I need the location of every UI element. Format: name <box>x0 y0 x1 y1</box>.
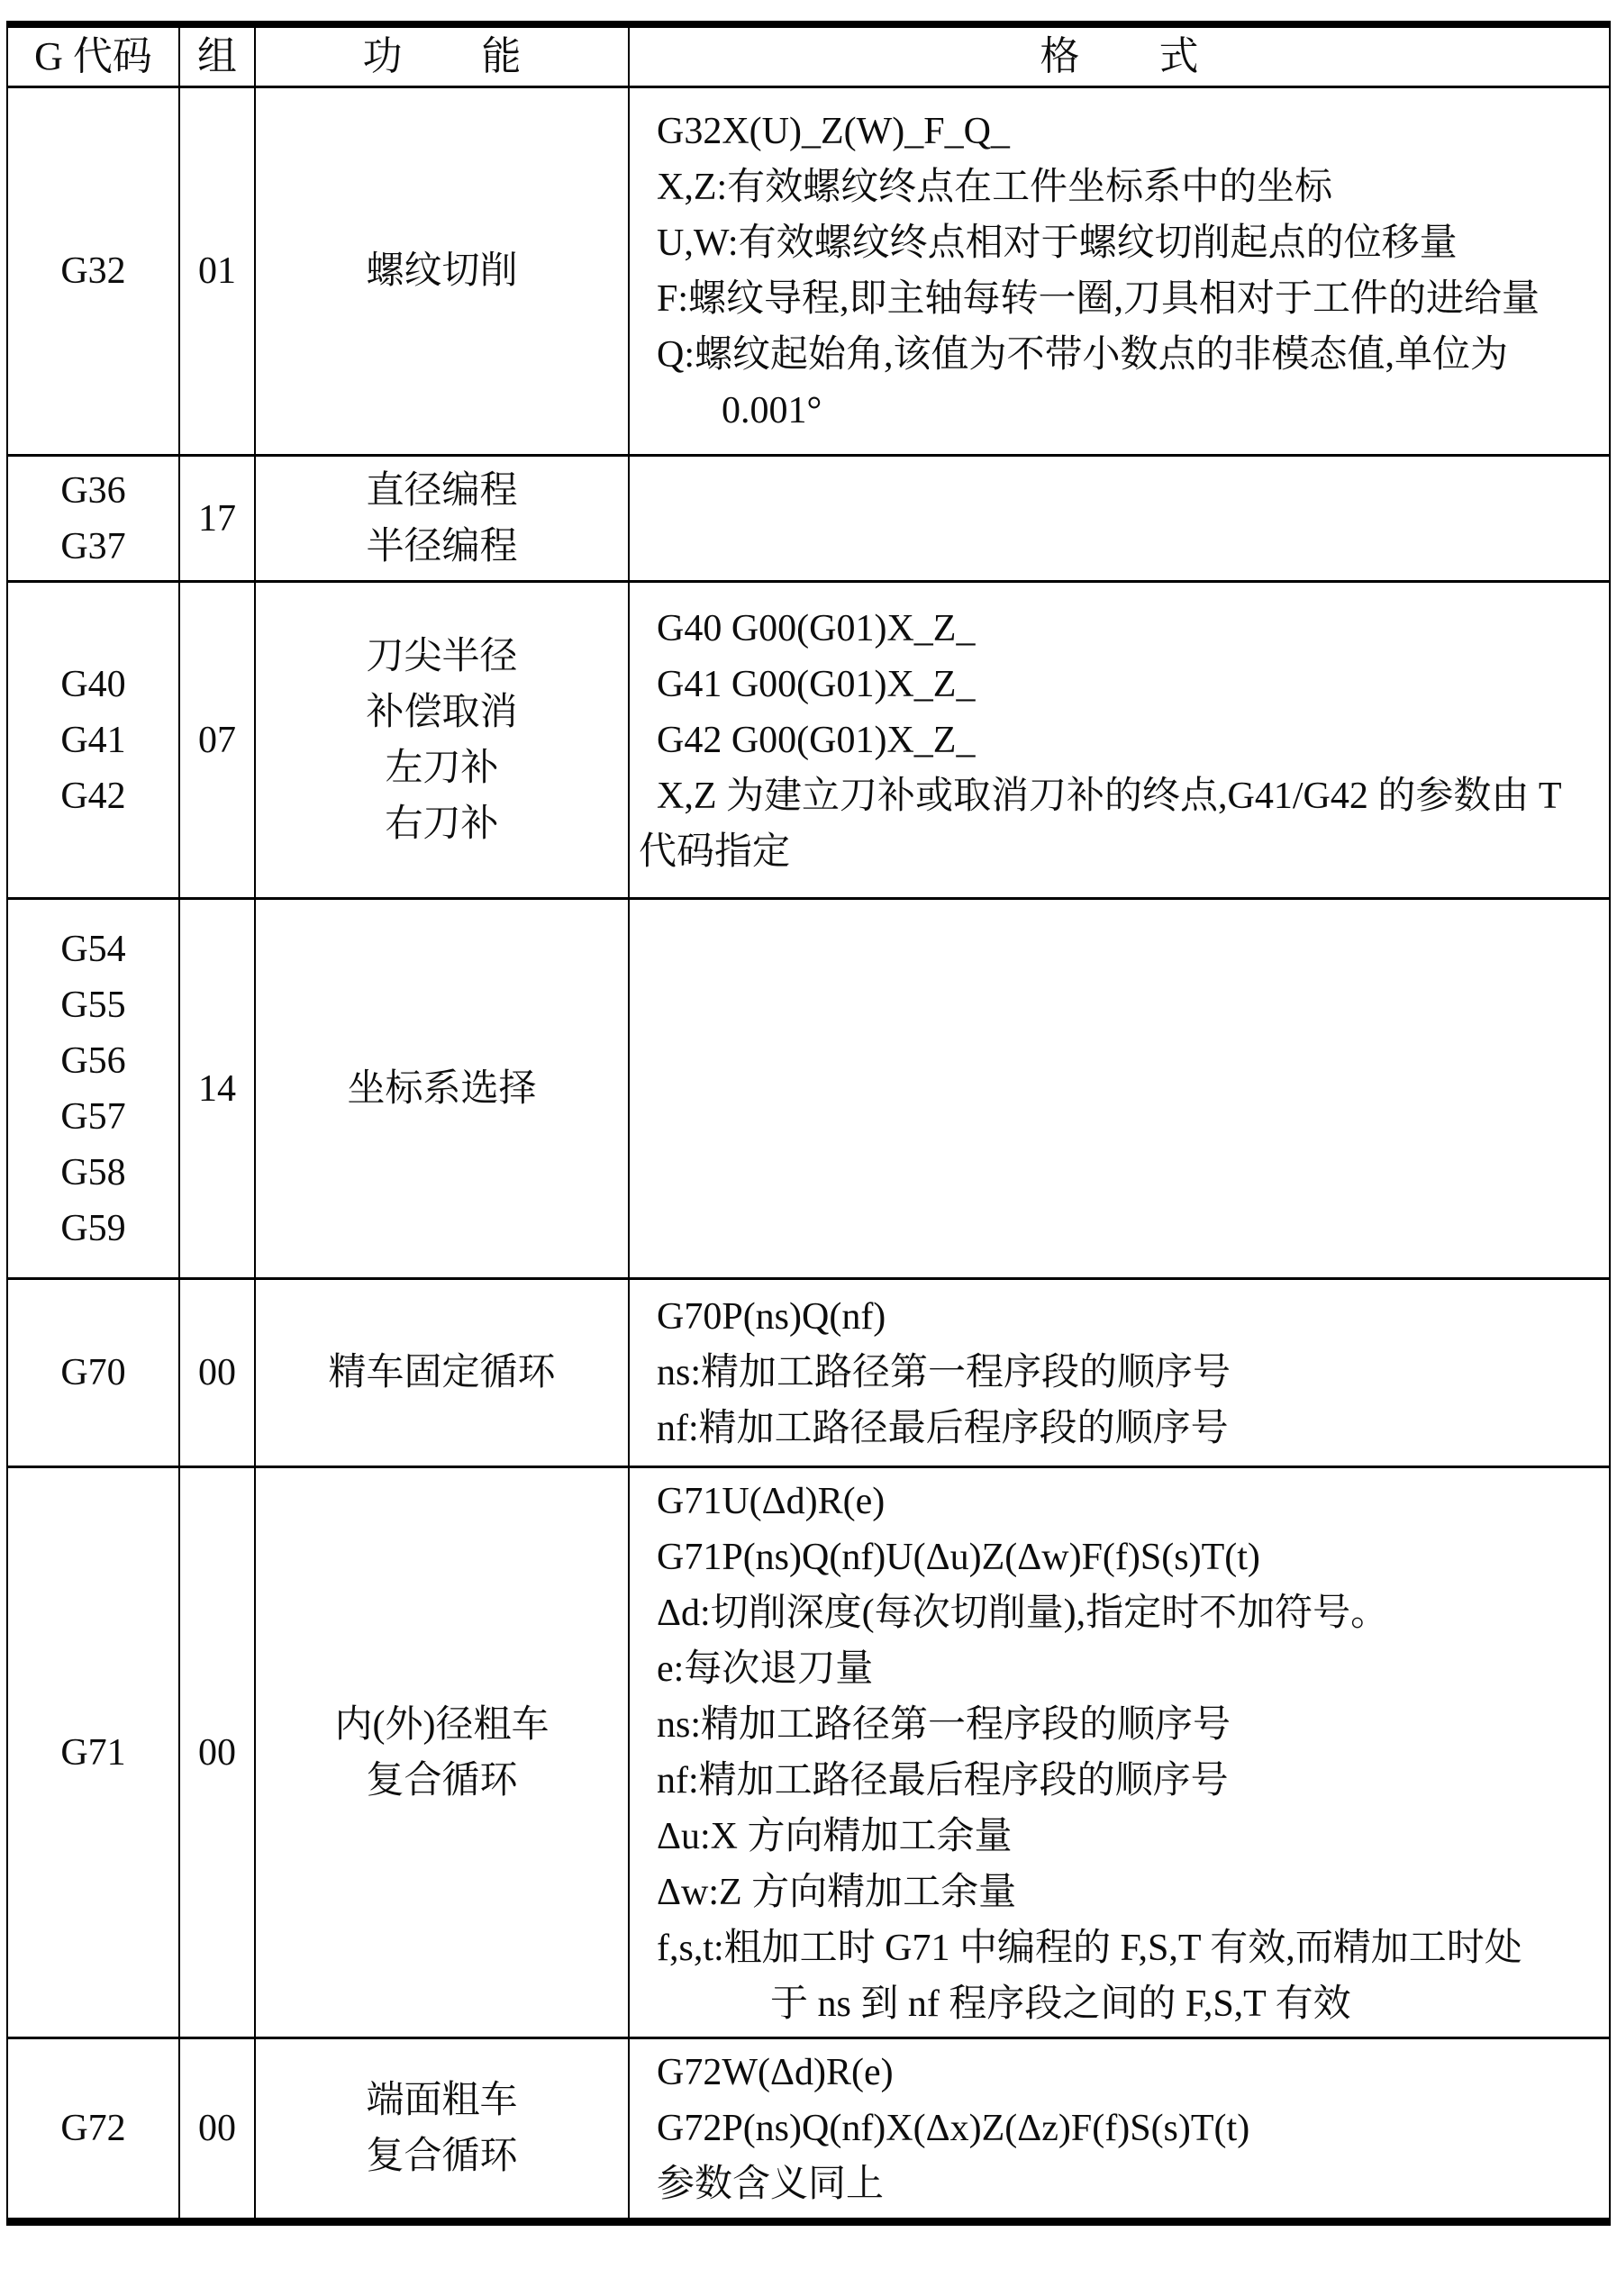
header-group-column <box>180 28 256 86</box>
function-line: 端面粗车 <box>366 2080 518 2121</box>
format-line: Δd:切削深度(每次切削量),指定时不加符号。 <box>657 1592 1389 1634</box>
header-function-column <box>256 28 630 86</box>
format-cell <box>630 2039 1609 2218</box>
function-cell <box>256 900 630 1277</box>
gcode-cell <box>8 457 180 580</box>
group-cell <box>180 457 256 580</box>
group-value: 14 <box>198 1067 236 1110</box>
gcode-cell <box>8 2039 180 2218</box>
function-cell <box>256 1468 630 2037</box>
format-cell <box>630 88 1609 454</box>
group-value: 01 <box>198 250 236 292</box>
group-value: 07 <box>198 719 236 761</box>
gcode-value: G70 <box>60 1352 126 1393</box>
format-cell <box>630 457 1609 580</box>
format-line: Δu:X 方向精加工余量 <box>657 1815 1013 1857</box>
format-line: nf:精加工路径最后程序段的顺序号 <box>657 1408 1229 1449</box>
header-format-label: 格 式 <box>1040 34 1199 78</box>
function-line: 螺纹切削 <box>366 250 518 292</box>
function-cell <box>256 2039 630 2218</box>
function-cell <box>256 1280 630 1466</box>
format-line: G72P(ns)Q(nf)X(Δx)Z(Δz)F(f)S(s)T(t) <box>657 2108 1250 2149</box>
group-cell <box>180 583 256 897</box>
header-group-label: 组 <box>197 34 237 78</box>
function-line: 半径编程 <box>366 525 518 567</box>
function-line: 坐标系选择 <box>347 1067 537 1110</box>
function-line: 复合循环 <box>366 2136 518 2177</box>
format-line: 于 ns 到 nf 程序段之间的 F,S,T 有效 <box>770 1983 1351 2025</box>
format-line: G40 G00(G01)X_Z_ <box>657 607 976 649</box>
function-line: 右刀补 <box>385 803 499 845</box>
function-line: 直径编程 <box>366 469 518 512</box>
table-row <box>8 897 1609 1277</box>
table-row <box>8 1466 1609 2037</box>
group-cell <box>180 1468 256 2037</box>
function-line: 内(外)径粗车 <box>334 1703 550 1746</box>
gcode-cell <box>8 1280 180 1466</box>
format-line: X,Z:有效螺纹终点在工件坐标系中的坐标 <box>657 167 1333 208</box>
gcode-value: G36 <box>60 469 126 512</box>
group-value: 00 <box>198 2108 236 2149</box>
format-line: f,s,t:粗加工时 G71 中编程的 F,S,T 有效,而精加工时处 <box>657 1927 1522 1969</box>
format-line: F:螺纹导程,即主轴每转一圈,刀具相对于工件的进给量 <box>657 278 1540 320</box>
gcode-value: G72 <box>60 2108 126 2149</box>
function-cell <box>256 457 630 580</box>
format-line: nf:精加工路径最后程序段的顺序号 <box>657 1759 1229 1801</box>
gcode-value: G71 <box>60 1731 126 1774</box>
gcode-cell <box>8 900 180 1277</box>
format-line: ns:精加工路径第一程序段的顺序号 <box>657 1352 1231 1393</box>
format-line: ns:精加工路径第一程序段的顺序号 <box>657 1703 1231 1746</box>
gcode-reference-table <box>6 21 1611 2226</box>
gcode-value: G32 <box>60 250 126 292</box>
table-header-row <box>8 28 1609 86</box>
format-cell <box>630 900 1609 1277</box>
table-row <box>8 2037 1609 2218</box>
function-line: 补偿取消 <box>366 691 518 733</box>
gcode-value: G59 <box>60 1207 126 1249</box>
format-line: 0.001° <box>722 390 822 431</box>
header-function-label: 功 能 <box>362 34 522 78</box>
group-cell <box>180 900 256 1277</box>
group-cell <box>180 1280 256 1466</box>
gcode-value: G58 <box>60 1151 126 1193</box>
format-cell <box>630 1468 1609 2037</box>
group-value: 17 <box>198 497 236 540</box>
format-line: Q:螺纹起始角,该值为不带小数点的非模态值,单位为 <box>657 334 1509 376</box>
group-cell <box>180 2039 256 2218</box>
format-line: 代码指定 <box>639 830 791 873</box>
table-row <box>8 454 1609 580</box>
function-line: 精车固定循环 <box>328 1352 556 1393</box>
gcode-value: G40 <box>60 663 126 705</box>
format-line: Δw:Z 方向精加工余量 <box>657 1871 1017 1913</box>
format-line: e:每次退刀量 <box>657 1647 874 1690</box>
gcode-cell <box>8 1468 180 2037</box>
function-line: 刀尖半径 <box>366 635 518 677</box>
table-row <box>8 1277 1609 1466</box>
gcode-value: G37 <box>60 525 126 567</box>
group-cell <box>180 88 256 454</box>
format-line: U,W:有效螺纹终点相对于螺纹切削起点的位移量 <box>657 222 1458 264</box>
gcode-value: G41 <box>60 719 126 761</box>
gcode-value: G55 <box>60 984 126 1026</box>
format-line: G71P(ns)Q(nf)U(Δu)Z(Δw)F(f)S(s)T(t) <box>657 1536 1260 1578</box>
format-line: G42 G00(G01)X_Z_ <box>657 719 976 761</box>
gcode-value: G54 <box>60 928 126 970</box>
format-cell <box>630 583 1609 897</box>
table-row <box>8 86 1609 454</box>
format-line: G32X(U)_Z(W)_F_Q_ <box>657 111 1010 152</box>
format-line: G70P(ns)Q(nf) <box>657 1296 886 1338</box>
function-line: 左刀补 <box>385 747 499 789</box>
format-line: X,Z 为建立刀补或取消刀补的终点,G41/G42 的参数由 T <box>657 775 1562 817</box>
format-line: 参数含义同上 <box>657 2164 885 2205</box>
gcode-cell <box>8 88 180 454</box>
gcode-value: G42 <box>60 775 126 817</box>
format-cell <box>630 1280 1609 1466</box>
function-cell <box>256 88 630 454</box>
format-line: G71U(Δd)R(e) <box>657 1480 886 1522</box>
function-cell <box>256 583 630 897</box>
format-line: G41 G00(G01)X_Z_ <box>657 663 976 705</box>
table-row <box>8 580 1609 897</box>
gcode-cell <box>8 583 180 897</box>
format-line: G72W(Δd)R(e) <box>657 2052 894 2093</box>
header-gcode-label: G 代码 <box>34 34 152 78</box>
group-value: 00 <box>198 1731 236 1774</box>
header-format-column <box>630 28 1609 86</box>
table-body <box>8 86 1609 2218</box>
function-line: 复合循环 <box>366 1759 518 1801</box>
group-value: 00 <box>198 1352 236 1393</box>
gcode-value: G57 <box>60 1095 126 1138</box>
gcode-value: G56 <box>60 1039 126 1082</box>
header-gcode-column <box>8 28 180 86</box>
